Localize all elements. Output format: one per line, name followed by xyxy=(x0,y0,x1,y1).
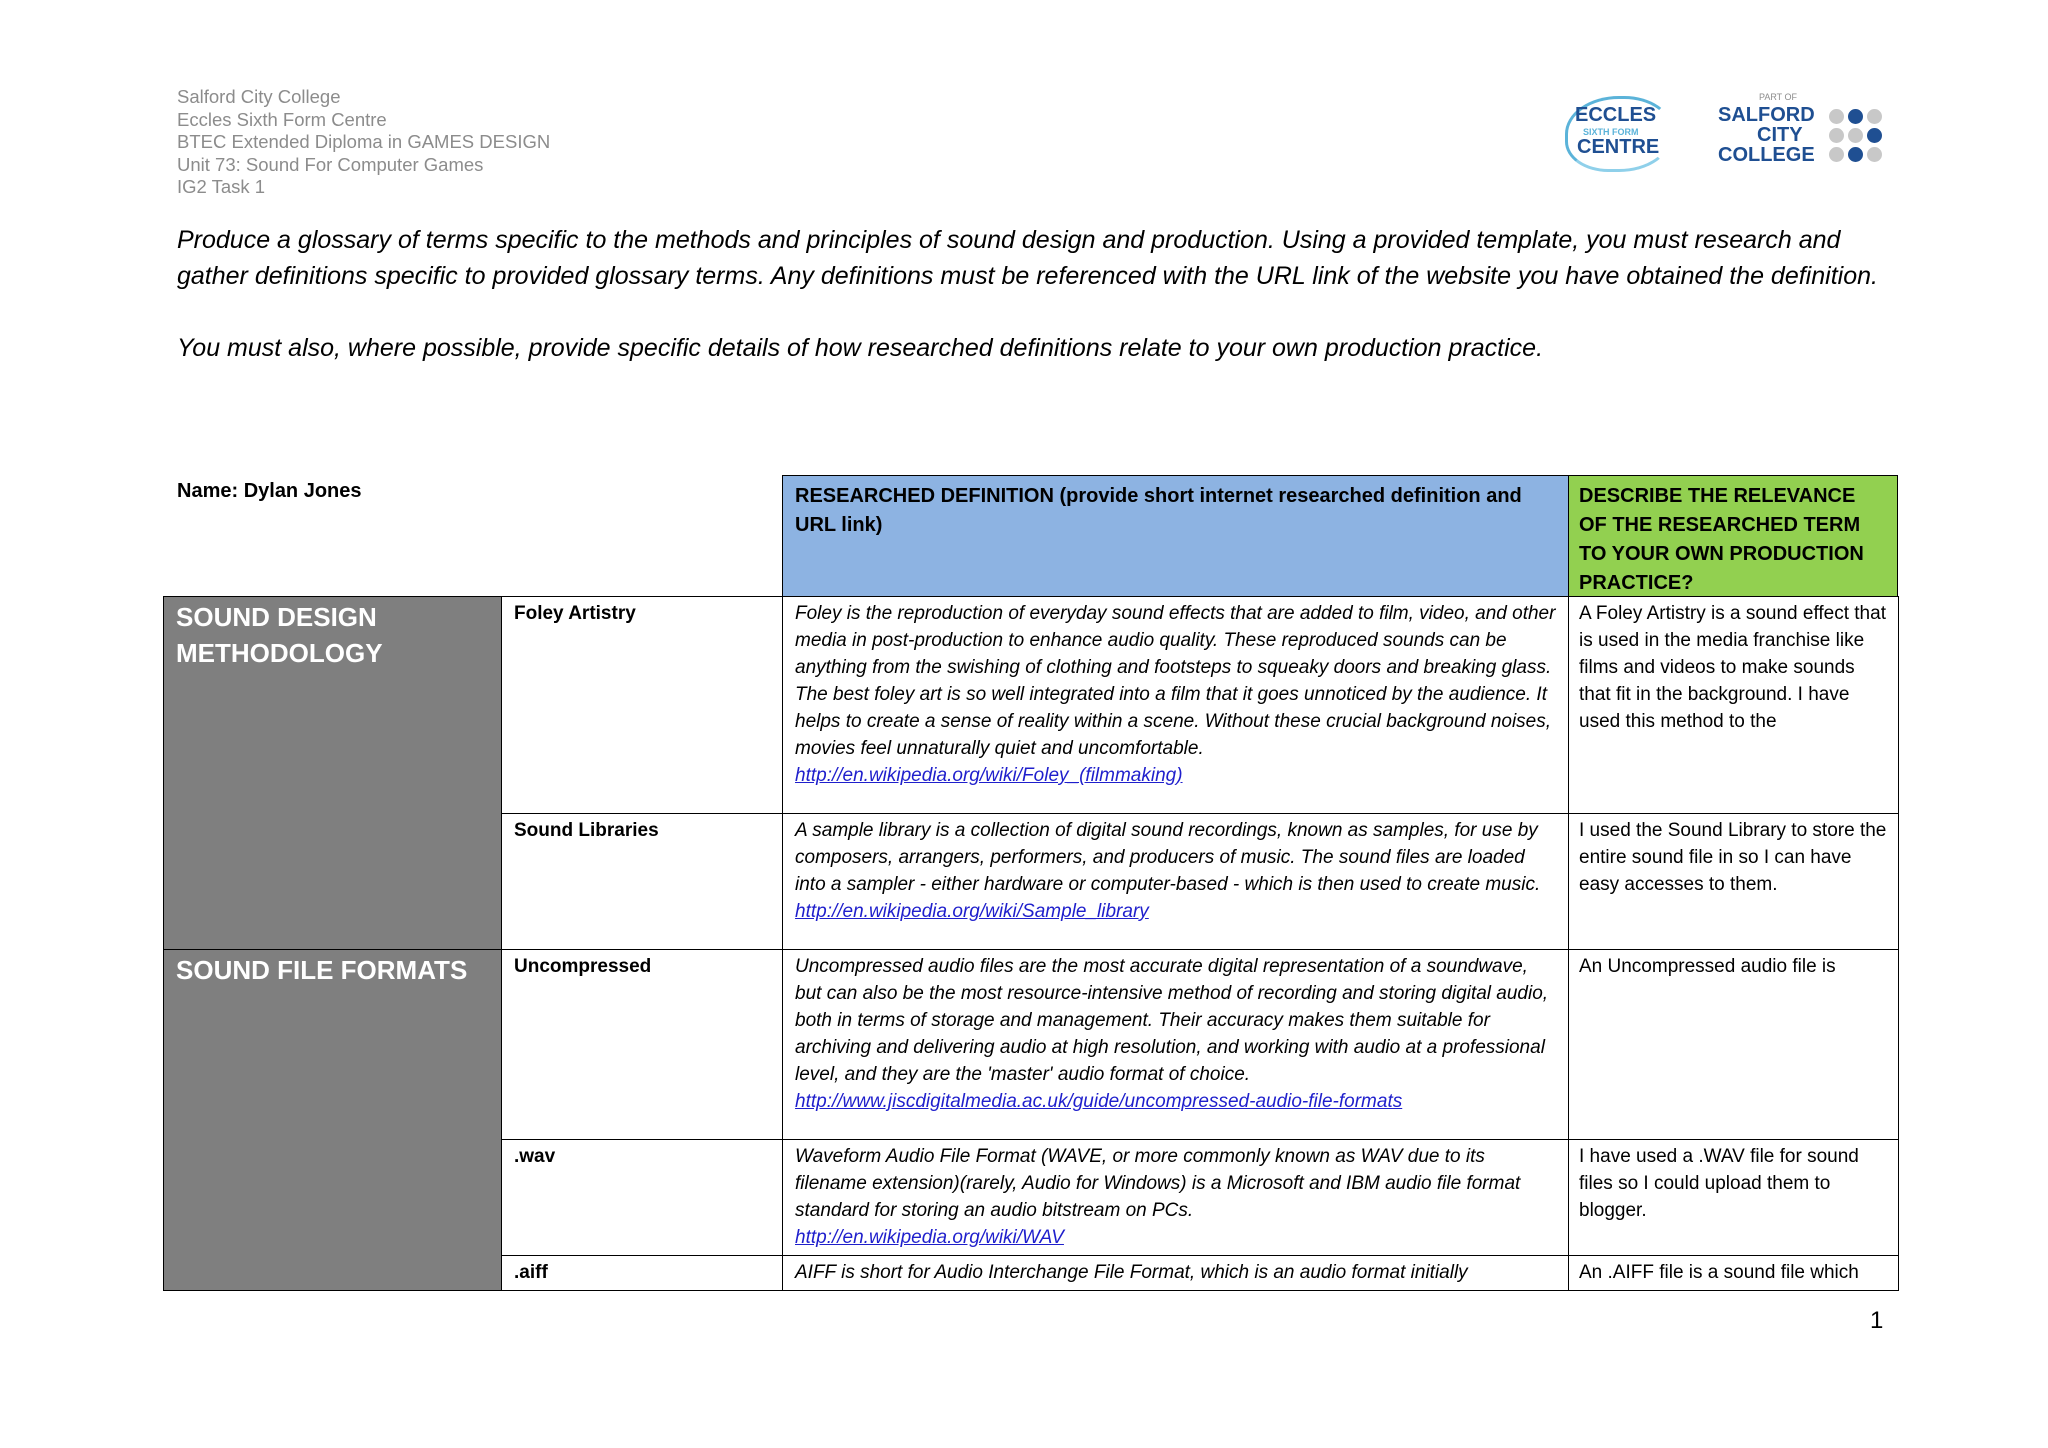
document-header xyxy=(177,86,550,199)
logo-dot-icon xyxy=(1829,147,1844,162)
term-cell: .wav xyxy=(502,1140,783,1256)
term-cell: Sound Libraries xyxy=(502,814,783,950)
term-cell: Foley Artistry xyxy=(502,597,783,814)
logo-dot-icon xyxy=(1829,128,1844,143)
relevance-cell: An .AIFF file is a sound file which xyxy=(1569,1256,1899,1291)
logo-dot-icon xyxy=(1867,109,1882,124)
definition-text: A sample library is a collection of digital sound recordings, known as samples, for use by composers, arrangers, performers, and producers of music. The sound files are loaded into a sampler - either hardware or computer-based - which is then used to create music. xyxy=(795,820,1541,895)
definition-text: Uncompressed audio files are the most accurate digital representation of a soundwave, but can also be the most resource-intensive method of recording and storing digital audio, both in terms of storage and management. Their accuracy makes them suitable for archiving and delivering audio at high resolution, and working with audio at a professional level, and they are the 'master' audio format of choice. xyxy=(795,956,1549,1085)
term-cell: .aiff xyxy=(502,1256,783,1291)
eccles-logo-line3: CENTRE xyxy=(1577,136,1660,158)
definition-cell xyxy=(783,950,1569,1140)
definition-text: Waveform Audio File Format (WAVE, or more commonly known as WAV due to its filename extension)(rarely, Audio for Windows) is a Microsoft and IBM audio file format standard for storing an audio bitstream on PCs. xyxy=(795,1146,1521,1221)
definition-link[interactable]: http://en.wikipedia.org/wiki/Sample_library xyxy=(795,901,1149,922)
task-instructions xyxy=(177,222,1897,366)
salford-logo-word3: COLLEGE xyxy=(1718,144,1815,166)
header-line-college: Salford City College xyxy=(177,86,341,107)
salford-logo-word2: CITY xyxy=(1757,124,1803,146)
logo-dot-icon xyxy=(1829,109,1844,124)
instructions-paragraph-1: Produce a glossary of terms specific to the methods and principles of sound design and production. Using a provided template, you must research and gather definitions specific to provided glossary terms. Any definitions must be referenced with the URL link of the website you have obtained the definition. xyxy=(177,226,1878,290)
relevance-cell: An Uncompressed audio file is xyxy=(1569,950,1899,1140)
relevance-column-header: DESCRIBE THE RELEVANCE OF THE RESEARCHED TERM TO YOUR OWN PRODUCTION PRACTICE? xyxy=(1568,475,1898,597)
page-number: 1 xyxy=(1870,1307,1884,1334)
definition-link[interactable]: http://en.wikipedia.org/wiki/WAV xyxy=(795,1227,1064,1248)
relevance-cell: I used the Sound Library to store the entire sound file in so I can have easy accesses to them. xyxy=(1569,814,1899,950)
salford-logo-part-of: PART OF xyxy=(1759,92,1798,102)
header-line-task: IG2 Task 1 xyxy=(177,176,266,198)
definition-cell xyxy=(783,1256,1569,1291)
salford-city-college-logo xyxy=(1715,92,1885,172)
definition-text: Foley is the reproduction of everyday sound effects that are added to film, video, and other media in post-production to enhance audio quality. These reproduced sounds can be anything from the swishing of clothing and footsteps to squeaky doors and breaking glass. The best foley art is so well integrated into a film that it goes unnoticed by the audience. It helps to create a sense of reality within a scene. Without these crucial background noises, movies feel unnaturally quiet and uncomfortable. xyxy=(795,603,1556,759)
definition-cell xyxy=(783,814,1569,950)
term-cell: Uncompressed xyxy=(502,950,783,1140)
category-sound-file-formats: SOUND FILE FORMATS xyxy=(164,950,502,1291)
definition-text: AIFF is short for Audio Interchange File Format, which is an audio format initially xyxy=(795,1262,1468,1283)
logo-dot-icon xyxy=(1867,128,1882,143)
logo-dot-icon xyxy=(1848,109,1863,124)
logo-dot-icon xyxy=(1867,147,1882,162)
glossary-table xyxy=(163,596,1899,1291)
student-name: Name: Dylan Jones xyxy=(177,480,362,502)
definition-column-header: RESEARCHED DEFINITION (provide short internet researched definition and URL link) xyxy=(782,475,1569,597)
eccles-logo-line1: ECCLES xyxy=(1575,104,1657,126)
logo-dot-icon xyxy=(1848,128,1863,143)
table-row xyxy=(164,950,1899,1140)
definition-cell xyxy=(783,597,1569,814)
definition-link[interactable]: http://en.wikipedia.org/wiki/Foley_(filmmaking) xyxy=(795,765,1183,786)
category-sound-design-methodology: SOUND DESIGN METHODOLOGY xyxy=(164,597,502,950)
logos xyxy=(1555,90,1890,176)
eccles-centre-logo xyxy=(1561,94,1673,170)
definition-cell xyxy=(783,1140,1569,1256)
relevance-cell: A Foley Artistry is a sound effect that is used in the media franchise like films and videos to make sounds that fit in the background. I have used this method to the xyxy=(1569,597,1899,814)
header-line-course: BTEC Extended Diploma in GAMES DESIGN xyxy=(177,131,551,153)
relevance-cell: I have used a .WAV file for sound files so I could upload them to blogger. xyxy=(1569,1140,1899,1256)
salford-logo-word1: SALFORD xyxy=(1718,104,1815,126)
table-row xyxy=(164,597,1899,814)
definition-link[interactable]: http://www.jiscdigitalmedia.ac.uk/guide/uncompressed-audio-file-formats xyxy=(795,1091,1403,1112)
logo-dot-icon xyxy=(1848,147,1863,162)
instructions-paragraph-2: You must also, where possible, provide specific details of how researched definitions relate to your own production practice. xyxy=(177,334,1544,362)
header-line-unit: Unit 73: Sound For Computer Games xyxy=(177,153,484,175)
eccles-logo-line2: SIXTH FORM xyxy=(1583,127,1639,137)
header-line-centre: Eccles Sixth Form Centre xyxy=(177,108,387,130)
